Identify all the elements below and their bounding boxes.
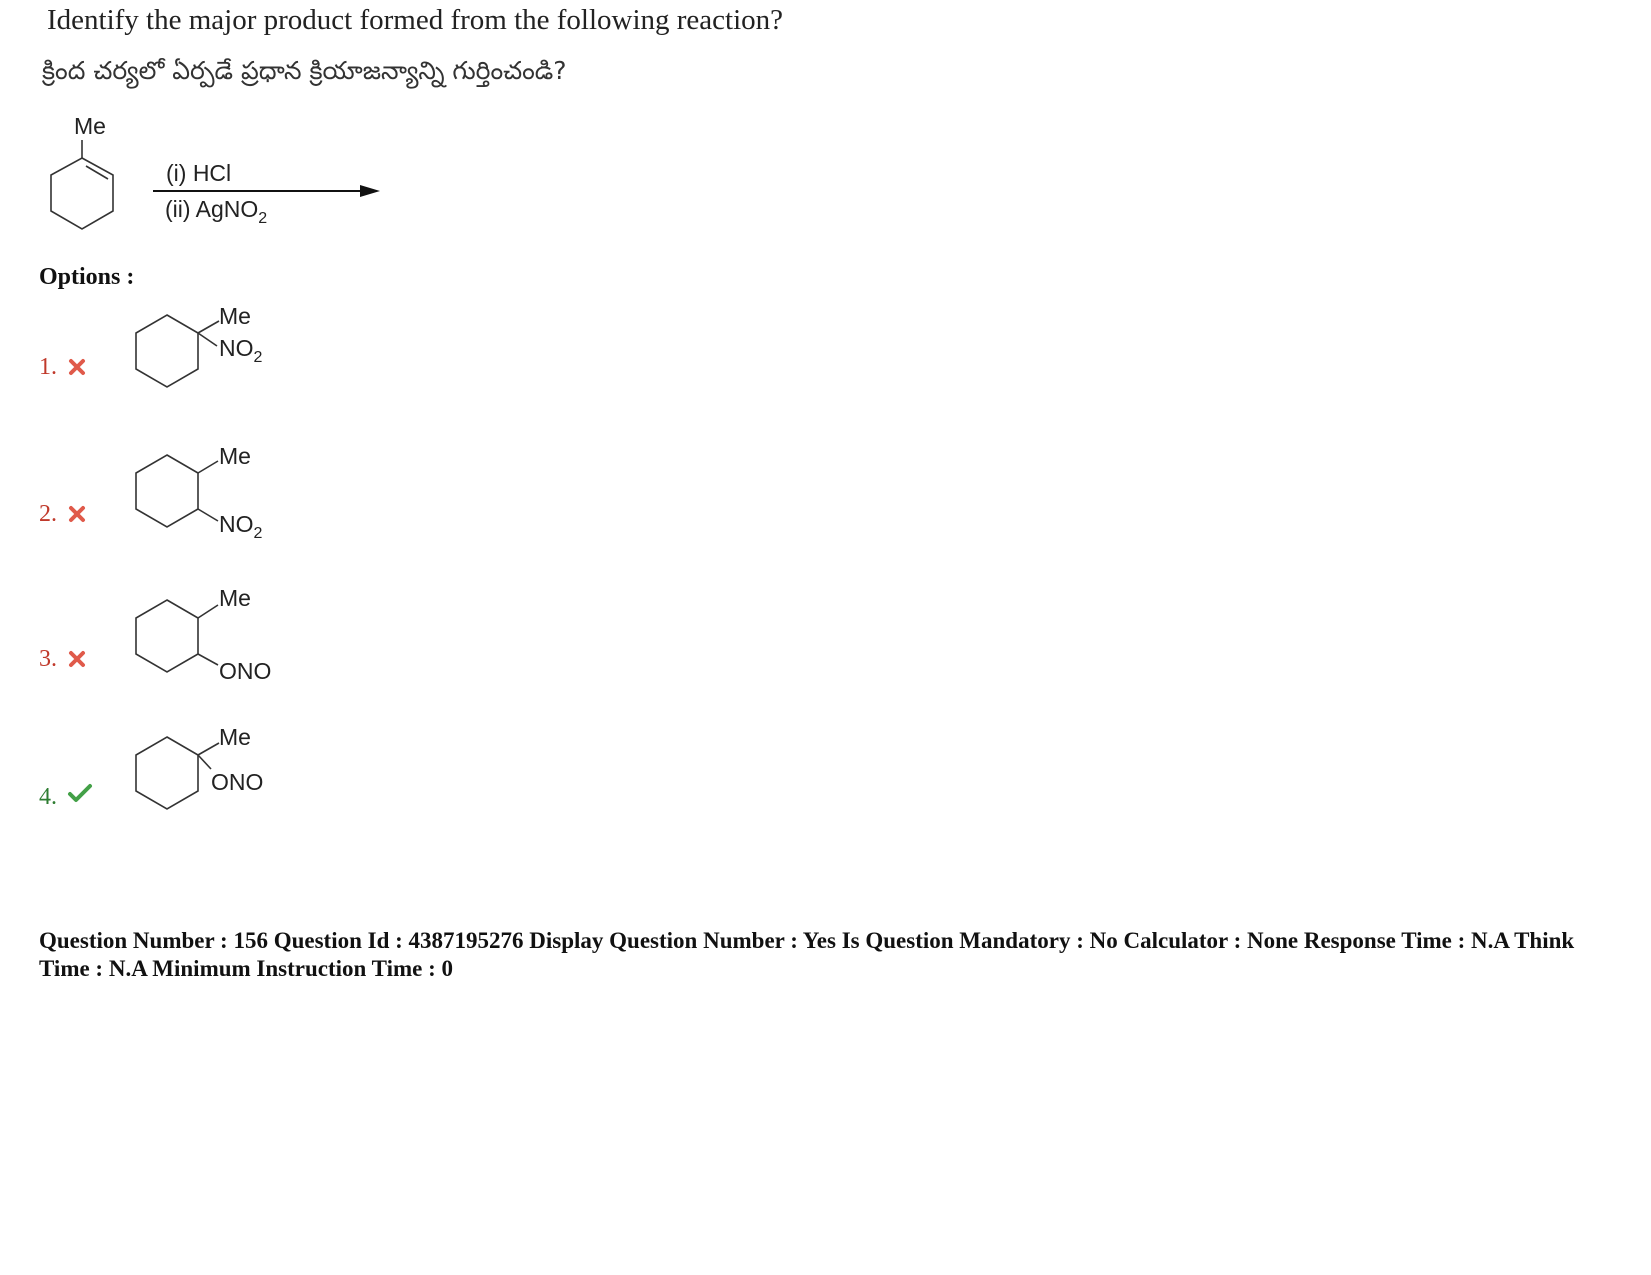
cross-icon — [67, 649, 87, 669]
option-2-top-label: Me — [219, 443, 251, 469]
option-1-top-label: Me — [219, 303, 251, 329]
svg-text:(ii) AgNO2 — [165, 196, 267, 227]
option-2-bottom-subscript: 2 — [253, 525, 263, 542]
reagent-1: (i) HCl — [166, 160, 232, 186]
options-label: Options : — [39, 264, 135, 290]
reactant-cyclohexene-ring — [51, 158, 113, 229]
svg-text:NO2 — [219, 335, 263, 366]
reaction-scheme — [40, 110, 420, 250]
reactant-substituent-label: Me — [74, 113, 106, 139]
check-icon — [67, 782, 93, 804]
option-4-number: 4. — [39, 784, 57, 810]
option-1-number: 1. — [39, 354, 57, 380]
option-2-structure — [105, 440, 325, 550]
arrow-head — [360, 185, 380, 197]
reactant-double-bond — [86, 166, 108, 179]
cross-icon — [67, 504, 87, 524]
option-2-bottom-label: NO — [219, 511, 254, 537]
cross-icon — [67, 357, 87, 377]
option-3-number: 3. — [39, 646, 57, 672]
reagent-2: (ii) AgNO — [165, 196, 259, 222]
question-text-telugu: క్రింద చర్యలో ఏర్పడే ప్రధాన క్రియాజన్యాన్ని గుర్తించండి? — [42, 56, 567, 85]
cyclohexane-ring — [136, 600, 198, 672]
option-4-structure — [105, 722, 325, 832]
reagent-2-subscript: 2 — [258, 210, 268, 227]
option-1-bottom-subscript: 2 — [253, 349, 263, 366]
option-3-top-label: Me — [219, 585, 251, 611]
question-text-english: Identify the major product formed from the following reaction? — [47, 4, 784, 36]
option-3-bottom-label: ONO — [219, 658, 272, 684]
option-2-number: 2. — [39, 501, 57, 527]
option-1-structure — [105, 300, 325, 410]
cyclohexane-ring — [136, 455, 198, 527]
question-metadata: Question Number : 156 Question Id : 4387195276 Display Question Number : Yes Is Question Mandatory : No Calculator : None Response Time : N.A Think Time : N.A Minimum Instruction Time : 0 — [39, 928, 1575, 981]
cyclohexane-ring — [136, 315, 198, 387]
option-4-bottom-label: ONO — [211, 769, 264, 795]
cyclohexane-ring — [136, 737, 198, 809]
svg-text:NO2 — [219, 511, 263, 542]
option-4-top-label: Me — [219, 724, 251, 750]
option-3-structure — [105, 585, 325, 695]
option-1-bottom-label: NO — [219, 335, 254, 361]
